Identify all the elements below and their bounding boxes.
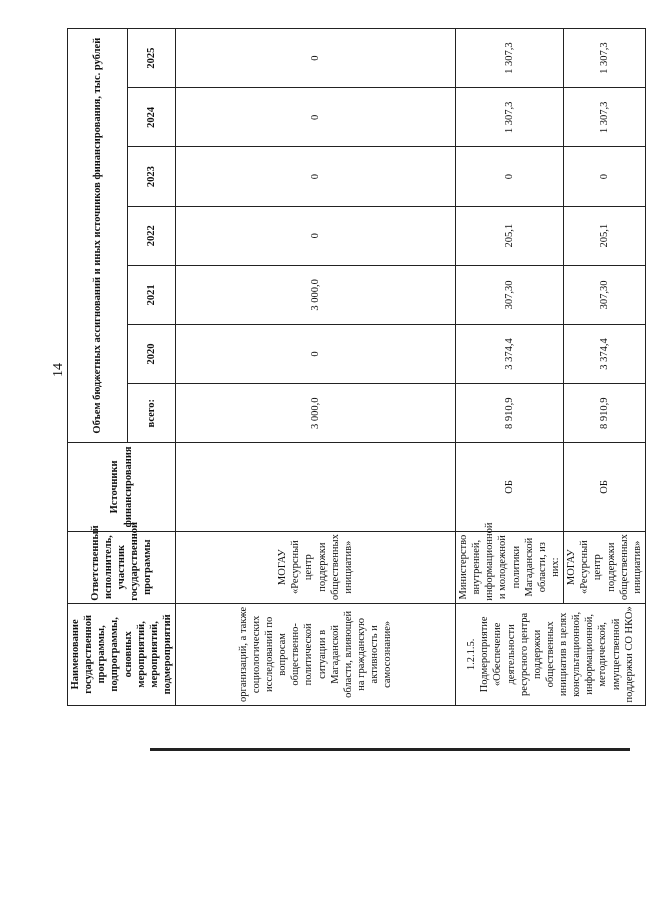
financing-table-container (67, 28, 643, 706)
row-value: 8 910,9 (456, 384, 564, 443)
row-value: 1 307,3 (456, 29, 564, 88)
row-value: 1 307,3 (564, 88, 646, 147)
financing-table (67, 28, 646, 706)
header-executor: Ответственный исполнитель, участник государственной программы (68, 531, 176, 603)
row-value: 3 374,4 (456, 324, 564, 383)
row-value: 1 307,3 (456, 88, 564, 147)
row-source: ОБ (564, 443, 646, 531)
header-volume: Объем бюджетных ассигнований и иных источников финансирования, тыс. рублей (68, 29, 128, 443)
row-value: 0 (176, 88, 456, 147)
table-row (176, 29, 456, 706)
row-name: 1.2.1.5. Подмероприятие «Обеспечение деятельности ресурсного центра поддержки общественных инициатив в целях консультационной, информационной, методической, имущественной поддержки СО НКО» (456, 603, 646, 705)
row-name: организаций, а также социологических исследований по вопросам общественно-политической ситуации в Магаданской области, влияющей на гражданскую активность и самосознание» (176, 603, 456, 705)
header-year: 2021 (127, 265, 175, 324)
row-value: 307,30 (456, 265, 564, 324)
row-value: 0 (176, 324, 456, 383)
page-number: 14 (51, 363, 66, 377)
row-value: 0 (176, 206, 456, 265)
row-value: 3 000,0 (176, 384, 456, 443)
header-source: Источники финансирования (68, 443, 176, 531)
row-value: 8 910,9 (564, 384, 646, 443)
row-value: 205,1 (456, 206, 564, 265)
row-value: 3 000,0 (176, 265, 456, 324)
header-year: 2024 (127, 88, 175, 147)
row-value: 0 (176, 29, 456, 88)
row-executor: Министерство внутренней, информационной и молодежной политики Магаданской области, из них: (456, 531, 564, 603)
header-year: 2022 (127, 206, 175, 265)
header-year: 2025 (127, 29, 175, 88)
row-value: 1 307,3 (564, 29, 646, 88)
row-value: 0 (176, 147, 456, 206)
header-year: 2023 (127, 147, 175, 206)
header-year: всего: (127, 384, 175, 443)
row-value: 3 374,4 (564, 324, 646, 383)
header-year: 2020 (127, 324, 175, 383)
row-value: 0 (456, 147, 564, 206)
row-executor: МОГАУ «Ресурсный центр поддержки общественных инициатив» (176, 531, 456, 603)
header-name: Наименование государственной программы, подпрограммы, основных мероприятий, мероприятий, подмероприятий (68, 603, 176, 705)
table-row (456, 29, 564, 706)
row-value: 0 (564, 147, 646, 206)
row-value: 205,1 (564, 206, 646, 265)
row-source (176, 443, 456, 531)
row-source: ОБ (456, 443, 564, 531)
row-value: 307,30 (564, 265, 646, 324)
bottom-rule (150, 748, 630, 751)
row-executor: МОГАУ «Ресурсный центр поддержки общественных инициатив» (564, 531, 646, 603)
